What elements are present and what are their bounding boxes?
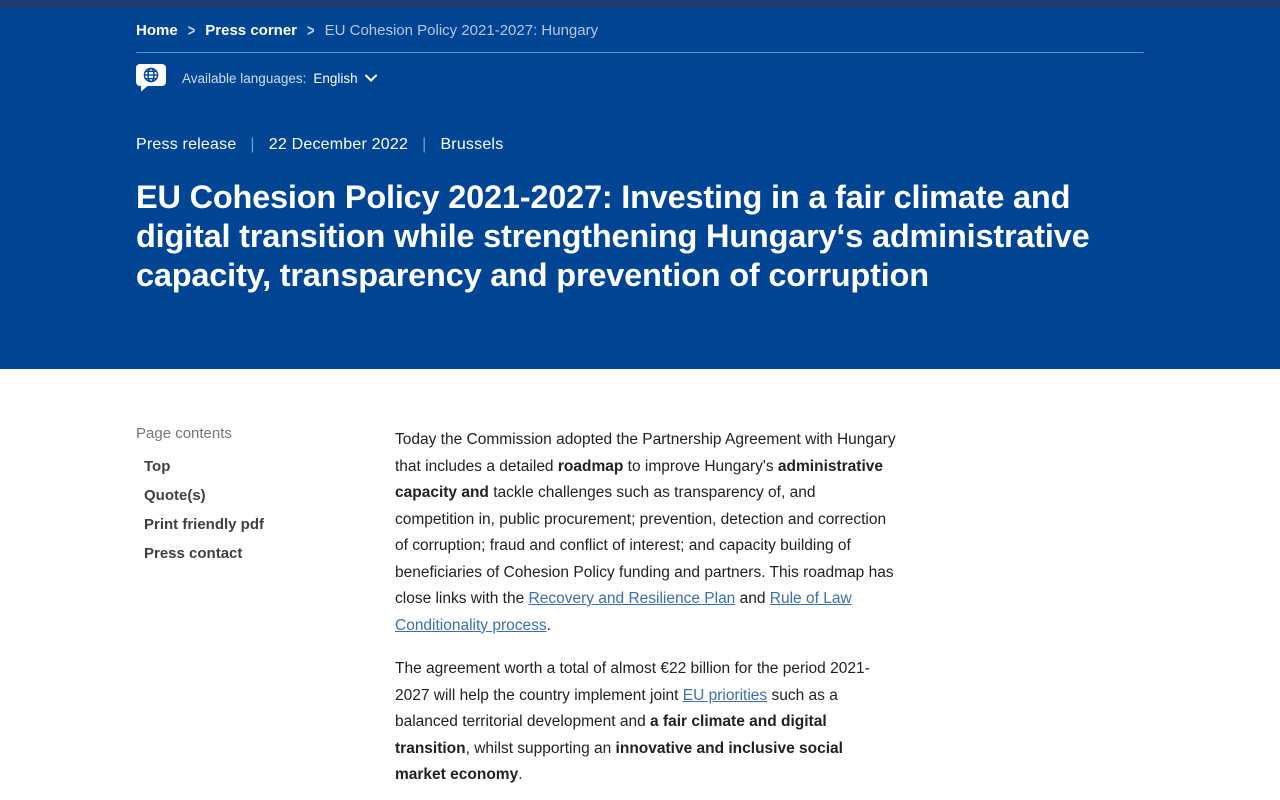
page-contents-label: Page contents bbox=[136, 425, 232, 442]
text-run: such as a balanced territorial development and bbox=[395, 686, 838, 730]
press-release-body bbox=[395, 369, 897, 800]
text-run: to improve Hungary's bbox=[623, 457, 778, 475]
sidebar-item-press-contact[interactable]: Press contact bbox=[144, 545, 243, 562]
inline-link[interactable]: Rule of Law Conditionality process bbox=[395, 590, 852, 634]
text-run: The agreement worth a total of almost €22 billion for the period 2021-2027 will help the country implement joint bbox=[395, 660, 870, 704]
language-bar bbox=[136, 64, 377, 92]
release-date: 22 December 2022 bbox=[268, 136, 409, 153]
text-run: . bbox=[546, 616, 551, 634]
press-release-header bbox=[0, 8, 1280, 369]
bold-text: administrative capacity and bbox=[395, 457, 884, 501]
press-release-meta bbox=[136, 136, 503, 154]
text-run: Today the Commission adopted the Partnership Agreement with Hungary that includes a detailed bbox=[395, 431, 896, 475]
chevron-down-icon bbox=[365, 74, 377, 82]
list-item bbox=[144, 546, 395, 562]
list-item bbox=[144, 488, 395, 504]
meta-separator: | bbox=[422, 136, 427, 153]
breadcrumb-home[interactable]: Home bbox=[136, 22, 178, 39]
text-run: and bbox=[735, 590, 770, 607]
bold-text: roadmap bbox=[557, 457, 624, 475]
release-location: Brussels bbox=[440, 136, 504, 153]
language-selector[interactable] bbox=[313, 71, 376, 86]
breadcrumb bbox=[136, 22, 598, 39]
page-contents-list bbox=[144, 459, 395, 562]
chevron-right-icon: > bbox=[187, 21, 196, 40]
page-title: EU Cohesion Policy 2021-2027: Investing in a fair climate and digital transition while strengthening Hungary‘s administrative capacity, transparency and prevention of corruption bbox=[136, 179, 1090, 293]
text-run: tackle challenges such as transparency of, and competition in, public procurement; prevention, detection and correction of corruption; fraud and conflict of interest; and capacity building of beneficiaries of Cohesion Policy funding and partners. This roadmap has close links with the bbox=[395, 484, 894, 607]
selected-language: English bbox=[313, 70, 358, 86]
bold-text: innovative and inclusive social market economy bbox=[395, 739, 843, 783]
meta-separator: | bbox=[250, 136, 255, 153]
available-languages-label: Available languages: bbox=[182, 70, 307, 86]
sidebar-item-print-friendly-pdf[interactable]: Print friendly pdf bbox=[144, 516, 264, 533]
breadcrumb-current-page: EU Cohesion Policy 2021-2027: Hungary bbox=[324, 22, 599, 39]
text-run: . bbox=[518, 766, 523, 783]
sidebar-item-quotes[interactable]: Quote(s) bbox=[144, 487, 206, 504]
sidebar-item-top[interactable]: Top bbox=[144, 458, 171, 475]
list-item bbox=[144, 459, 395, 475]
list-item bbox=[144, 517, 395, 533]
content-area bbox=[0, 369, 1280, 800]
inline-link[interactable]: Recovery and Resilience Plan bbox=[528, 590, 736, 607]
breadcrumb-divider bbox=[136, 52, 1144, 53]
text-run: , whilst supporting an bbox=[465, 739, 616, 757]
top-stripe bbox=[0, 0, 1280, 8]
page-contents-sidebar bbox=[136, 369, 395, 800]
breadcrumb-press-corner[interactable]: Press corner bbox=[205, 22, 298, 39]
globe-speech-bubble-icon bbox=[136, 64, 166, 92]
body-paragraph bbox=[395, 427, 897, 639]
bold-text: a fair climate and digital transition bbox=[395, 713, 827, 757]
release-type: Press release bbox=[136, 136, 237, 153]
chevron-right-icon: > bbox=[307, 21, 315, 40]
inline-link[interactable]: EU priorities bbox=[682, 686, 768, 704]
body-paragraph bbox=[395, 656, 897, 789]
